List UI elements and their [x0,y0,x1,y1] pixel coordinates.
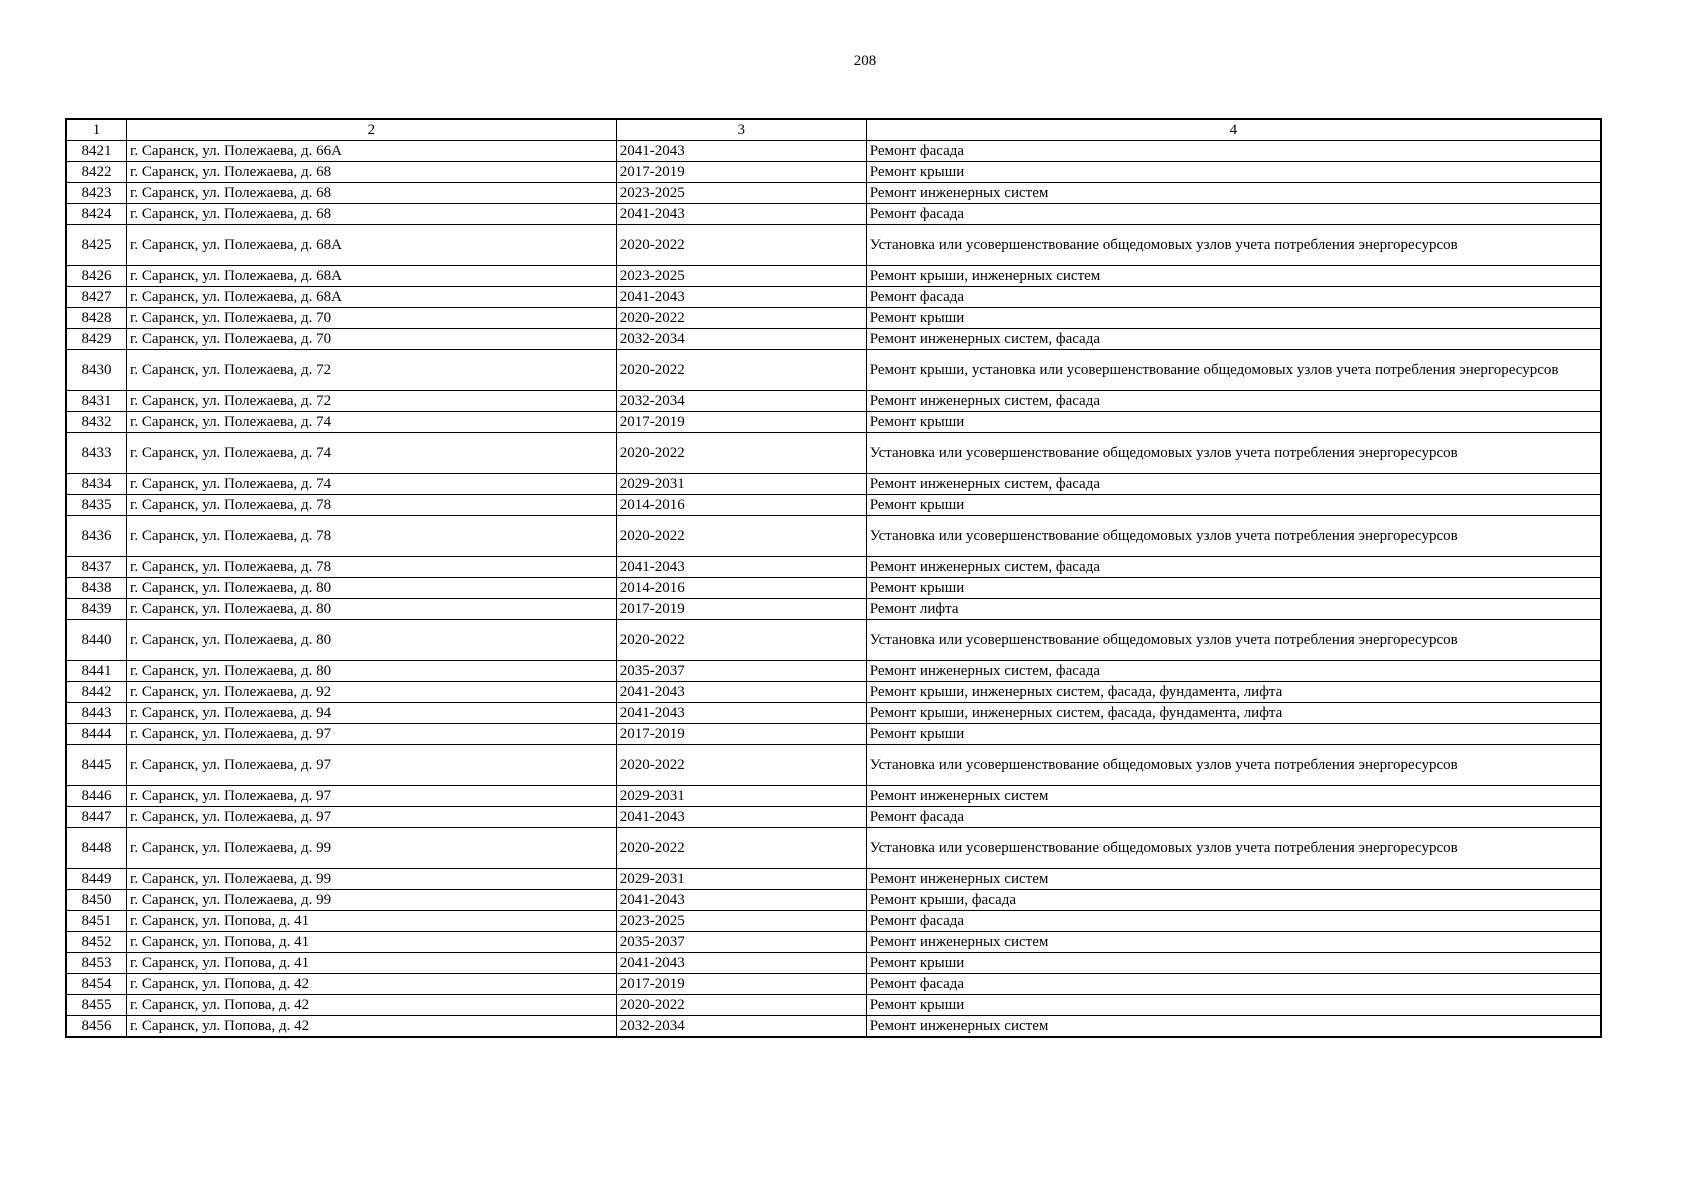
years-cell: 2020-2022 [616,995,866,1016]
table-row [66,266,1601,287]
work-type-cell: Ремонт инженерных систем, фасада [866,557,1601,578]
address-cell: г. Саранск, ул. Попова, д. 42 [126,1016,616,1038]
address-cell: г. Саранск, ул. Полежаева, д. 80 [126,599,616,620]
table-row [66,869,1601,890]
row-number-cell: 8428 [66,308,126,329]
work-type-cell: Ремонт лифта [866,599,1601,620]
years-cell: 2029-2031 [616,474,866,495]
address-cell: г. Саранск, ул. Полежаева, д. 70 [126,308,616,329]
address-cell: г. Саранск, ул. Полежаева, д. 68 [126,162,616,183]
column-header-1: 1 [66,119,126,141]
work-type-cell: Ремонт инженерных систем [866,869,1601,890]
row-number-cell: 8437 [66,557,126,578]
address-cell: г. Саранск, ул. Полежаева, д. 94 [126,703,616,724]
address-cell: г. Саранск, ул. Полежаева, д. 97 [126,807,616,828]
work-type-cell: Установка или усовершенствование общедомовых узлов учета потребления энергоресурсов [866,225,1601,266]
years-cell: 2041-2043 [616,807,866,828]
years-cell: 2020-2022 [616,828,866,869]
row-number-cell: 8446 [66,786,126,807]
work-type-cell: Ремонт инженерных систем, фасада [866,329,1601,350]
row-number-cell: 8451 [66,911,126,932]
work-type-cell: Ремонт крыши, инженерных систем [866,266,1601,287]
address-cell: г. Саранск, ул. Попова, д. 41 [126,953,616,974]
table-row [66,204,1601,225]
work-type-cell: Ремонт инженерных систем [866,786,1601,807]
address-cell: г. Саранск, ул. Попова, д. 42 [126,974,616,995]
work-type-cell: Ремонт крыши [866,953,1601,974]
table-row [66,703,1601,724]
work-type-cell: Ремонт инженерных систем, фасада [866,661,1601,682]
work-type-cell: Установка или усовершенствование общедомовых узлов учета потребления энергоресурсов [866,828,1601,869]
years-cell: 2017-2019 [616,599,866,620]
row-number-cell: 8455 [66,995,126,1016]
years-cell: 2014-2016 [616,495,866,516]
row-number-cell: 8435 [66,495,126,516]
row-number-cell: 8442 [66,682,126,703]
address-cell: г. Саранск, ул. Попова, д. 41 [126,911,616,932]
row-number-cell: 8422 [66,162,126,183]
work-type-cell: Ремонт инженерных систем [866,932,1601,953]
address-cell: г. Саранск, ул. Попова, д. 42 [126,995,616,1016]
table-row [66,183,1601,204]
row-number-cell: 8439 [66,599,126,620]
years-cell: 2032-2034 [616,329,866,350]
address-cell: г. Саранск, ул. Попова, д. 41 [126,932,616,953]
table-row [66,578,1601,599]
work-type-cell: Ремонт крыши [866,412,1601,433]
years-cell: 2020-2022 [616,433,866,474]
address-cell: г. Саранск, ул. Полежаева, д. 68А [126,266,616,287]
table-row [66,308,1601,329]
work-type-cell: Ремонт фасада [866,287,1601,308]
table-row [66,162,1601,183]
row-number-cell: 8421 [66,141,126,162]
row-number-cell: 8438 [66,578,126,599]
address-cell: г. Саранск, ул. Полежаева, д. 97 [126,724,616,745]
address-cell: г. Саранск, ул. Полежаева, д. 80 [126,578,616,599]
address-cell: г. Саранск, ул. Полежаева, д. 80 [126,620,616,661]
address-cell: г. Саранск, ул. Полежаева, д. 97 [126,786,616,807]
row-number-cell: 8423 [66,183,126,204]
years-cell: 2023-2025 [616,266,866,287]
row-number-cell: 8441 [66,661,126,682]
address-cell: г. Саранск, ул. Полежаева, д. 97 [126,745,616,786]
work-type-cell: Ремонт фасада [866,911,1601,932]
column-header-2: 2 [126,119,616,141]
work-type-cell: Ремонт крыши, инженерных систем, фасада, фундамента, лифта [866,703,1601,724]
address-cell: г. Саранск, ул. Полежаева, д. 99 [126,869,616,890]
table-row [66,661,1601,682]
address-cell: г. Саранск, ул. Полежаева, д. 68А [126,225,616,266]
years-cell: 2014-2016 [616,578,866,599]
work-type-cell: Ремонт крыши [866,495,1601,516]
table-row [66,807,1601,828]
row-number-cell: 8436 [66,516,126,557]
table-row [66,287,1601,308]
years-cell: 2020-2022 [616,745,866,786]
table-row [66,557,1601,578]
row-number-cell: 8450 [66,890,126,911]
row-number-cell: 8454 [66,974,126,995]
work-type-cell: Ремонт крыши [866,308,1601,329]
table-row [66,329,1601,350]
row-number-cell: 8424 [66,204,126,225]
years-cell: 2023-2025 [616,183,866,204]
table-row [66,974,1601,995]
row-number-cell: 8445 [66,745,126,786]
row-number-cell: 8440 [66,620,126,661]
address-cell: г. Саранск, ул. Полежаева, д. 68А [126,287,616,308]
work-type-cell: Ремонт крыши [866,578,1601,599]
row-number-cell: 8447 [66,807,126,828]
row-number-cell: 8425 [66,225,126,266]
address-cell: г. Саранск, ул. Полежаева, д. 72 [126,391,616,412]
table-row [66,225,1601,266]
years-cell: 2041-2043 [616,682,866,703]
row-number-cell: 8429 [66,329,126,350]
years-cell: 2017-2019 [616,162,866,183]
table-row [66,141,1601,162]
work-type-cell: Ремонт инженерных систем, фасада [866,474,1601,495]
address-cell: г. Саранск, ул. Полежаева, д. 70 [126,329,616,350]
address-cell: г. Саранск, ул. Полежаева, д. 74 [126,433,616,474]
table-row [66,391,1601,412]
years-cell: 2035-2037 [616,661,866,682]
row-number-cell: 8453 [66,953,126,974]
years-cell: 2017-2019 [616,974,866,995]
years-cell: 2041-2043 [616,557,866,578]
table-row [66,828,1601,869]
table-row [66,995,1601,1016]
years-cell: 2032-2034 [616,391,866,412]
work-type-cell: Установка или усовершенствование общедомовых узлов учета потребления энергоресурсов [866,620,1601,661]
table-row [66,953,1601,974]
row-number-cell: 8434 [66,474,126,495]
table-row [66,350,1601,391]
column-header-3: 3 [616,119,866,141]
years-cell: 2041-2043 [616,953,866,974]
years-cell: 2041-2043 [616,204,866,225]
work-type-cell: Ремонт инженерных систем, фасада [866,391,1601,412]
years-cell: 2029-2031 [616,786,866,807]
address-cell: г. Саранск, ул. Полежаева, д. 78 [126,516,616,557]
work-type-cell: Ремонт инженерных систем [866,1016,1601,1038]
years-cell: 2017-2019 [616,412,866,433]
table-row [66,724,1601,745]
address-cell: г. Саранск, ул. Полежаева, д. 78 [126,557,616,578]
address-cell: г. Саранск, ул. Полежаева, д. 99 [126,890,616,911]
table-row [66,516,1601,557]
table-row [66,620,1601,661]
row-number-cell: 8431 [66,391,126,412]
work-type-cell: Ремонт фасада [866,204,1601,225]
column-header-4: 4 [866,119,1601,141]
page-number: 208 [853,53,877,69]
table-row [66,911,1601,932]
address-cell: г. Саранск, ул. Полежаева, д. 92 [126,682,616,703]
row-number-cell: 8432 [66,412,126,433]
years-cell: 2041-2043 [616,703,866,724]
address-cell: г. Саранск, ул. Полежаева, д. 66А [126,141,616,162]
table-row [66,890,1601,911]
address-cell: г. Саранск, ул. Полежаева, д. 68 [126,204,616,225]
repair-schedule-table [65,118,1602,1038]
years-cell: 2041-2043 [616,141,866,162]
row-number-cell: 8448 [66,828,126,869]
work-type-cell: Ремонт крыши, фасада [866,890,1601,911]
table-row [66,745,1601,786]
table-row [66,412,1601,433]
row-number-cell: 8427 [66,287,126,308]
table-row [66,474,1601,495]
work-type-cell: Установка или усовершенствование общедомовых узлов учета потребления энергоресурсов [866,745,1601,786]
work-type-cell: Ремонт фасада [866,807,1601,828]
years-cell: 2023-2025 [616,911,866,932]
row-number-cell: 8430 [66,350,126,391]
table-row [66,786,1601,807]
work-type-cell: Ремонт крыши [866,162,1601,183]
row-number-cell: 8449 [66,869,126,890]
address-cell: г. Саранск, ул. Полежаева, д. 74 [126,412,616,433]
work-type-cell: Ремонт фасада [866,141,1601,162]
address-cell: г. Саранск, ул. Полежаева, д. 78 [126,495,616,516]
years-cell: 2029-2031 [616,869,866,890]
work-type-cell: Ремонт инженерных систем [866,183,1601,204]
table-row [66,433,1601,474]
years-cell: 2020-2022 [616,308,866,329]
years-cell: 2020-2022 [616,225,866,266]
work-type-cell: Установка или усовершенствование общедомовых узлов учета потребления энергоресурсов [866,516,1601,557]
header-row [66,119,1601,141]
work-type-cell: Ремонт крыши [866,995,1601,1016]
table-row [66,1016,1601,1038]
table-row [66,495,1601,516]
years-cell: 2041-2043 [616,287,866,308]
address-cell: г. Саранск, ул. Полежаева, д. 74 [126,474,616,495]
row-number-cell: 8456 [66,1016,126,1038]
years-cell: 2020-2022 [616,350,866,391]
work-type-cell: Ремонт крыши [866,724,1601,745]
address-cell: г. Саранск, ул. Полежаева, д. 72 [126,350,616,391]
work-type-cell: Ремонт фасада [866,974,1601,995]
address-cell: г. Саранск, ул. Полежаева, д. 68 [126,183,616,204]
work-type-cell: Ремонт крыши, инженерных систем, фасада, фундамента, лифта [866,682,1601,703]
address-cell: г. Саранск, ул. Полежаева, д. 99 [126,828,616,869]
work-type-cell: Ремонт крыши, установка или усовершенствование общедомовых узлов учета потребления энергоресурсов [866,350,1601,391]
row-number-cell: 8426 [66,266,126,287]
row-number-cell: 8444 [66,724,126,745]
table-row [66,932,1601,953]
years-cell: 2041-2043 [616,890,866,911]
row-number-cell: 8433 [66,433,126,474]
row-number-cell: 8443 [66,703,126,724]
address-cell: г. Саранск, ул. Полежаева, д. 80 [126,661,616,682]
years-cell: 2035-2037 [616,932,866,953]
years-cell: 2032-2034 [616,1016,866,1038]
years-cell: 2020-2022 [616,516,866,557]
row-number-cell: 8452 [66,932,126,953]
years-cell: 2017-2019 [616,724,866,745]
years-cell: 2020-2022 [616,620,866,661]
work-type-cell: Установка или усовершенствование общедомовых узлов учета потребления энергоресурсов [866,433,1601,474]
table-row [66,599,1601,620]
table-row [66,682,1601,703]
